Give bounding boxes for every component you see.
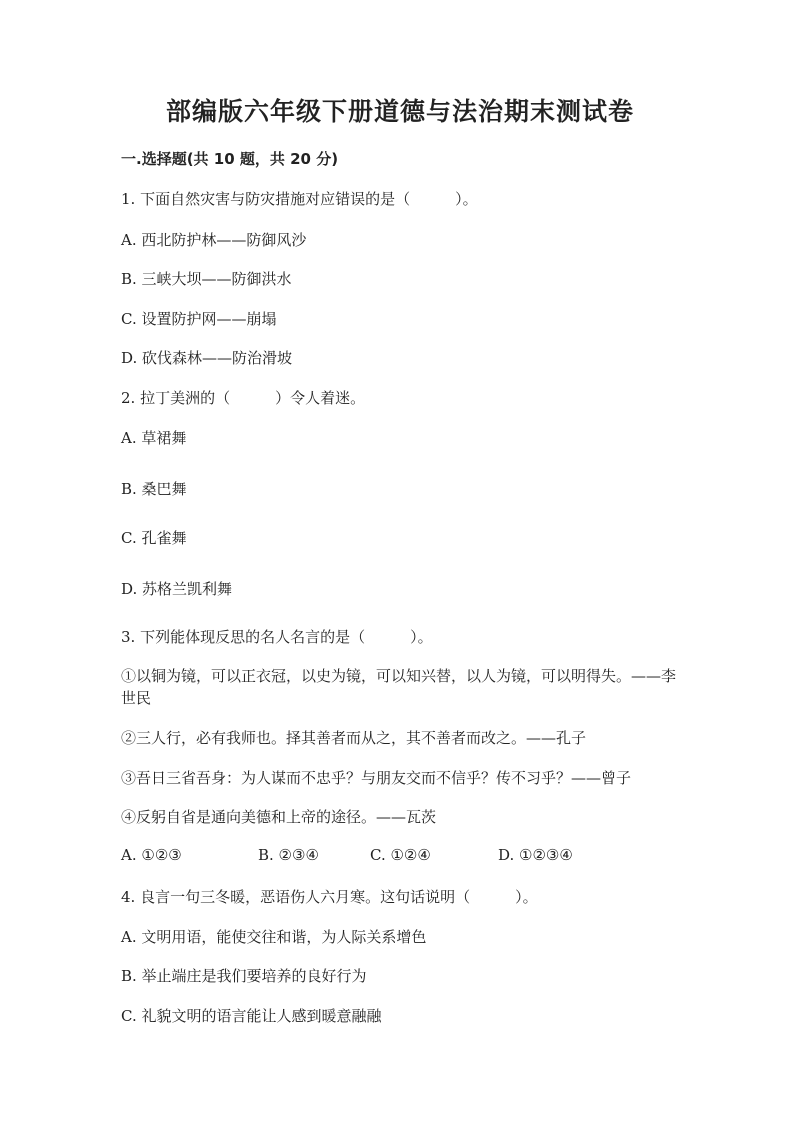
- question-3-stem: 3. 下列能体现反思的名人名言的是（ ）。: [121, 628, 433, 646]
- question-1-stem: 1. 下面自然灾害与防灾措施对应错误的是（ ）。: [121, 190, 478, 208]
- question-1-option-d: D. 砍伐森林——防治滑坡: [121, 349, 293, 367]
- question-3-option-a: A. ①②③: [121, 846, 182, 864]
- question-1-option-c: C. 设置防护网——崩塌: [121, 310, 277, 328]
- question-3-statement-3: ③吾日三省吾身：为人谋而不忠乎？与朋友交而不信乎？传不习乎？——曾子: [121, 769, 632, 787]
- question-3-statement-2: ②三人行，必有我师也。择其善者而从之，其不善者而改之。——孔子: [121, 729, 587, 747]
- question-3-option-b: B. ②③④: [258, 846, 319, 864]
- question-4-option-b: B. 举止端庄是我们要培养的良好行为: [121, 967, 367, 985]
- question-3-option-d: D. ①②③④: [498, 846, 573, 864]
- question-3-statement-1: ①以铜为镜，可以正衣冠，以史为镜，可以知兴替，以人为镜，可以明得失。——李世民: [121, 667, 677, 707]
- question-1-option-a: A. 西北防护林——防御风沙: [121, 231, 307, 249]
- question-2-option-b: B. 桑巴舞: [121, 480, 187, 498]
- page-title: 部编版六年级下册道德与法治期末测试卷: [165, 97, 634, 126]
- question-1-option-b: B. 三峡大坝——防御洪水: [121, 270, 292, 288]
- question-4-option-c: C. 礼貌文明的语言能让人感到暖意融融: [121, 1007, 382, 1025]
- question-2-option-c: C. 孔雀舞: [121, 529, 187, 547]
- question-3-statement-4: ④反躬自省是通向美德和上帝的途径。——瓦茨: [121, 808, 437, 826]
- section-heading: 一.选择题(共 10 题，共 20 分): [121, 150, 339, 168]
- question-3-option-c: C. ①②④: [370, 846, 431, 864]
- question-2-stem: 2. 拉丁美洲的（ ）令人着迷。: [121, 389, 366, 407]
- question-2-option-d: D. 苏格兰凯利舞: [121, 580, 233, 598]
- question-4-stem: 4. 良言一句三冬暖，恶语伤人六月寒。这句话说明（ ）。: [121, 888, 538, 906]
- question-4-option-a: A. 文明用语，能使交往和谐，为人际关系增色: [121, 928, 427, 946]
- question-2-option-a: A. 草裙舞: [121, 429, 187, 447]
